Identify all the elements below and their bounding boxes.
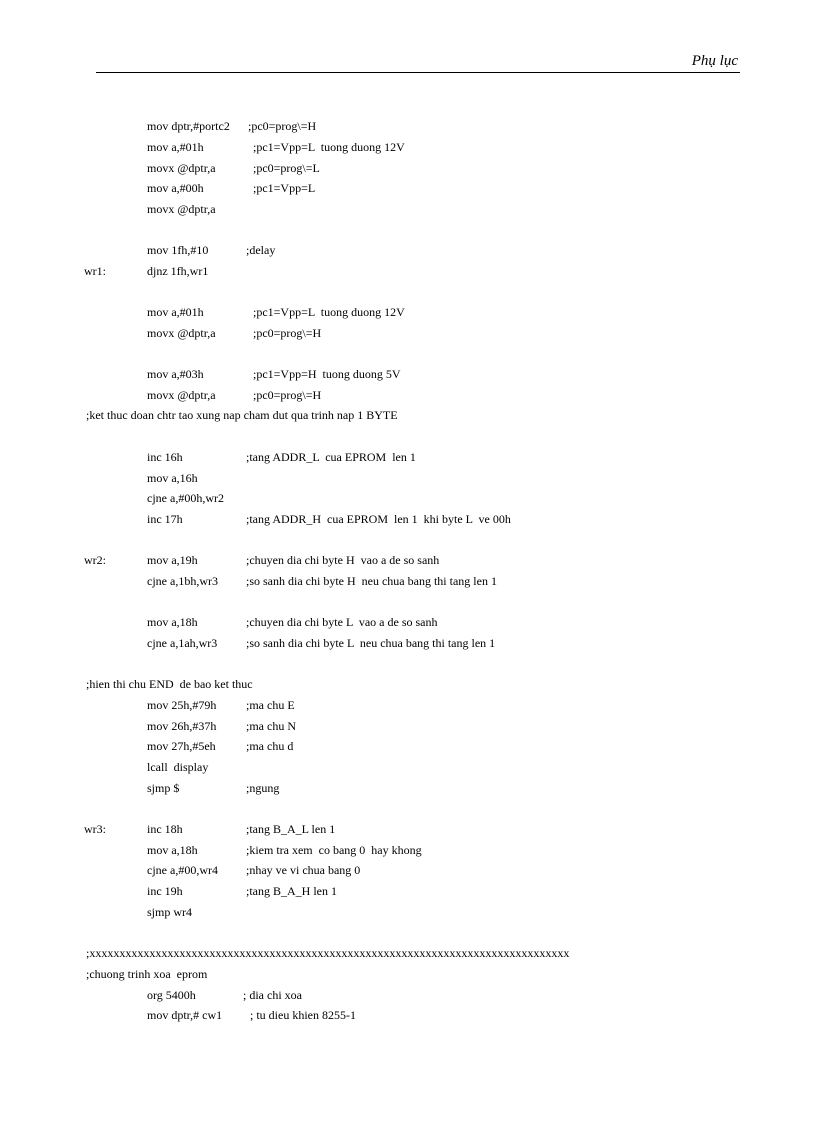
code-comment: ;delay (246, 243, 276, 257)
code-instruction: cjne a,#00h,wr2 (147, 491, 224, 505)
code-instruction: inc 19h (147, 884, 183, 898)
code-comment: ;ma chu N (246, 719, 296, 733)
code-instruction: mov 1fh,#10 (147, 243, 209, 257)
code-instruction: cjne a,1bh,wr3 (147, 574, 218, 588)
code-instruction: mov a,#03h (147, 367, 204, 381)
code-instruction: mov 25h,#79h (147, 698, 217, 712)
code-comment: ;pc1=Vpp=L tuong duong 12V (253, 140, 405, 154)
code-instruction: mov 26h,#37h (147, 719, 217, 733)
code-comment-line: ;xxxxxxxxxxxxxxxxxxxxxxxxxxxxxxxxxxxxxxxxxxxxxxxxxxxxxxxxxxxxxxxxxxxxxxxxxxxxxxxx (86, 946, 570, 960)
page-header-title: Phụ lục (691, 53, 738, 69)
code-comment: ;kiem tra xem co bang 0 hay khong (246, 843, 422, 857)
code-instruction: mov dptr,# cw1 (147, 1008, 223, 1022)
code-instruction: movx @dptr,a (147, 388, 216, 402)
code-instruction: inc 17h (147, 512, 183, 526)
code-comment-line: ;ket thuc doan chtr tao xung nap cham dut qua trinh nap 1 BYTE (86, 408, 398, 422)
code-instruction: lcall display (147, 760, 209, 774)
code-comment: ;chuyen dia chi byte L vao a de so sanh (246, 615, 438, 629)
code-comment: ;so sanh dia chi byte H neu chua bang thi tang len 1 (246, 574, 497, 588)
code-instruction: movx @dptr,a (147, 326, 216, 340)
code-comment: ;ma chu d (246, 739, 294, 753)
code-label: wr3: (84, 822, 106, 836)
code-label: wr1: (84, 264, 106, 278)
code-comment: ;pc0=prog\=H (248, 119, 317, 133)
code-instruction: mov a,16h (147, 471, 198, 485)
code-comment: ;pc1=Vpp=L tuong duong 12V (253, 305, 405, 319)
code-instruction: inc 18h (147, 822, 183, 836)
code-label: wr2: (84, 553, 106, 567)
code-comment-line: ;hien thi chu END de bao ket thuc (86, 677, 253, 691)
code-comment: ;pc0=prog\=L (253, 161, 320, 175)
code-instruction: mov 27h,#5eh (147, 739, 216, 753)
code-instruction: mov a,#01h (147, 140, 204, 154)
code-instruction: sjmp wr4 (147, 905, 192, 919)
code-comment: ;ma chu E (246, 698, 295, 712)
code-instruction: movx @dptr,a (147, 202, 216, 216)
code-instruction: mov a,18h (147, 615, 198, 629)
code-comment: ;pc0=prog\=H (253, 388, 322, 402)
code-instruction: mov a,19h (147, 553, 198, 567)
code-comment: ;ngung (246, 781, 280, 795)
code-comment: ;chuyen dia chi byte H vao a de so sanh (246, 553, 440, 567)
code-instruction: inc 16h (147, 450, 183, 464)
code-comment: ;tang B_A_H len 1 (246, 884, 337, 898)
code-comment: ;tang ADDR_L cua EPROM len 1 (246, 450, 416, 464)
code-instruction: cjne a,1ah,wr3 (147, 636, 218, 650)
code-comment: ;so sanh dia chi byte L neu chua bang thi tang len 1 (246, 636, 496, 650)
code-comment: ;tang ADDR_H cua EPROM len 1 khi byte L ve 00h (246, 512, 511, 526)
code-comment: ;pc1=Vpp=L (253, 181, 316, 195)
code-instruction: mov dptr,#portc2 (147, 119, 230, 133)
code-instruction: org 5400h (147, 988, 196, 1002)
code-comment: ; dia chi xoa (243, 988, 302, 1002)
code-comment: ;pc1=Vpp=H tuong duong 5V (253, 367, 401, 381)
code-comment: ;pc0=prog\=H (253, 326, 322, 340)
code-instruction: mov a,18h (147, 843, 198, 857)
code-instruction: mov a,#00h (147, 181, 204, 195)
code-instruction: sjmp $ (147, 781, 180, 795)
code-comment: ; tu dieu khien 8255-1 (250, 1008, 356, 1022)
code-comment: ;nhay ve vi chua bang 0 (246, 863, 361, 877)
code-comment-line: ;chuong trinh xoa eprom (86, 967, 208, 981)
code-instruction: mov a,#01h (147, 305, 204, 319)
code-comment: ;tang B_A_L len 1 (246, 822, 336, 836)
code-instruction: movx @dptr,a (147, 161, 216, 175)
code-instruction: cjne a,#00,wr4 (147, 863, 218, 877)
code-instruction: djnz 1fh,wr1 (147, 264, 209, 278)
